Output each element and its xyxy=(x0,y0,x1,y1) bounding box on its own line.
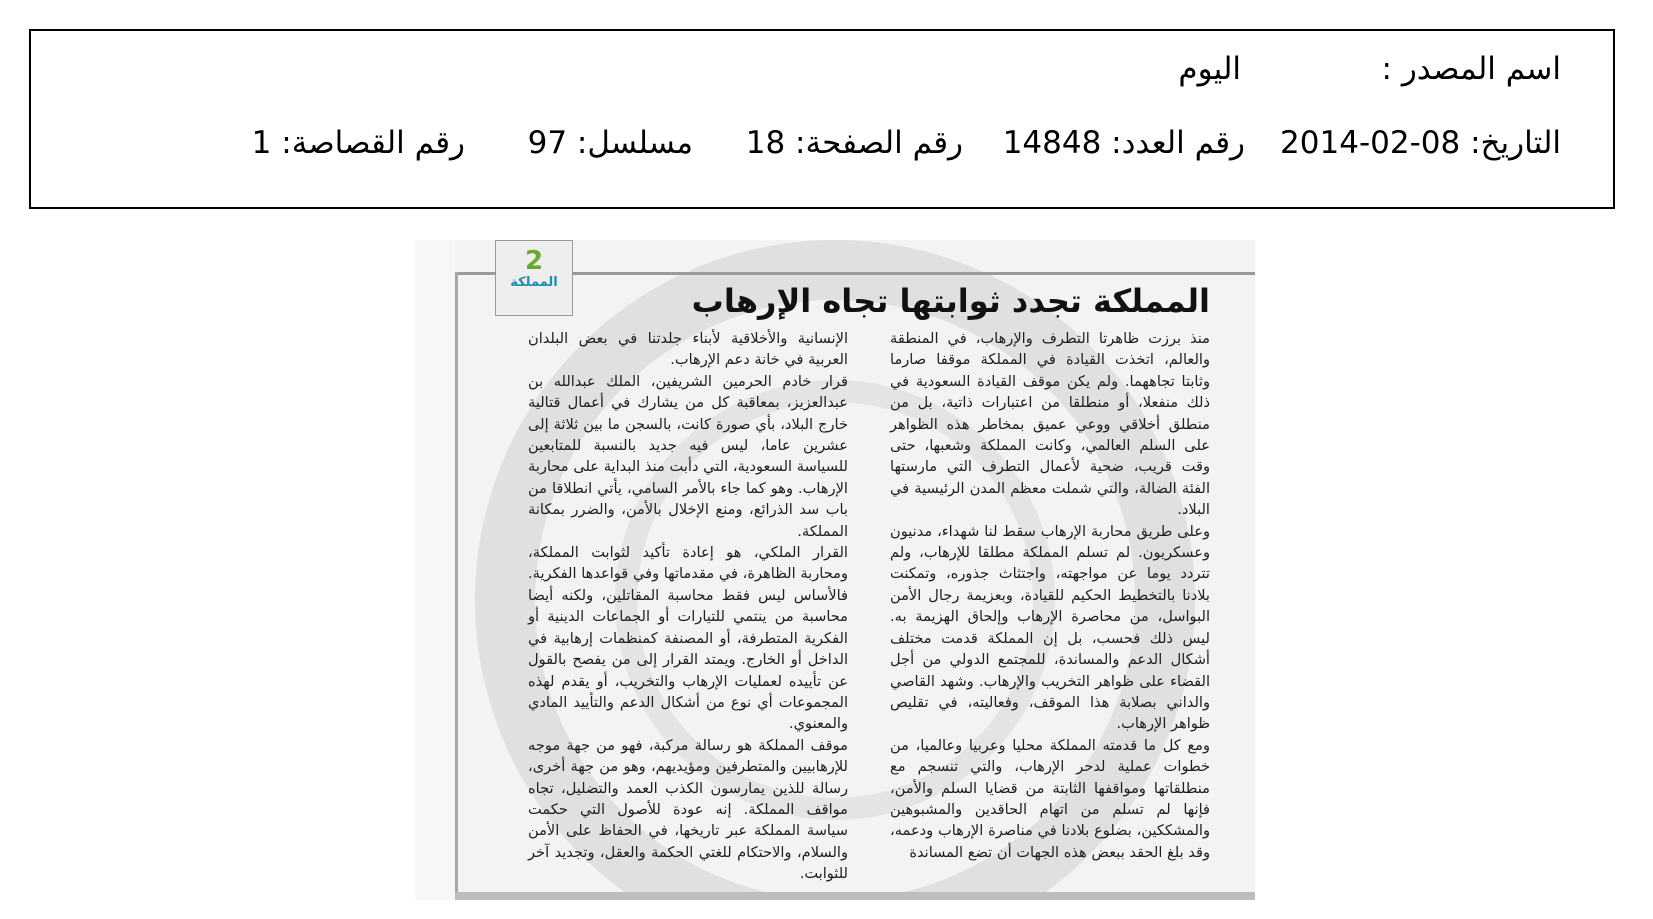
paragraph: منذ برزت ظاهرتا التطرف والإرهاب، في المنطقة والعالم، اتخذت القيادة في المملكة موقفا صارما وثابتا تجاههما. ولم يكن موقف القيادة السعودية في ذلك منفعلا، أو منطلقا من اعتبارات ذاتية، بل من منطلق أخلاقي ووعي عميق بمخاطر هذه الظواهر على السلم العالمي، وكانت المملكة وشعبها، حتى وقت قريب، ضحية لأعمال التطرف التي مارستها الفئة الضالة، والتي شملت معظم المدن الرئيسية في البلاد. xyxy=(890,330,1210,519)
serial-number: مسلسل: 97 xyxy=(527,125,693,161)
source-value: اليوم xyxy=(1178,51,1241,87)
details-row xyxy=(31,125,1613,169)
date-field: التاريخ: 08-02-2014 xyxy=(1280,125,1561,161)
paragraph: وعلى طريق محاربة الإرهاب سقط لنا شهداء، مدنيون وعسكريون. لم تسلم المملكة مطلقا للإرهاب، ولم تتردد يوما عن مواجهته، واجتثاث جذوره، وتمكنت بلادنا بالتخطيط الحكيم للقيادة، وبعزيمة رجال الأمن البواسل، من محاصرة الإرهاب وإلحاق الهزيمة به. ليس ذلك فحسب، بل إن المملكة قدمت مختلف أشكال الدعم والمساندة، للمجتمع الدولي من أجل القضاء على ظواهر التخريب والإرهاب. وشهد القاصي والداني بصلابة هذا الموقف، وفعاليته، في تقليص ظواهر الإرهاب. xyxy=(890,522,1210,733)
section-name: المملكة xyxy=(510,275,558,290)
paragraph: الإنسانية والأخلاقية لأبناء جلدتنا في بعض البلدان العربية في خانة دعم الإرهاب. xyxy=(528,330,848,369)
source-label: اسم المصدر : xyxy=(1381,51,1561,87)
left-rule xyxy=(455,272,458,892)
article-column-left xyxy=(528,328,848,885)
newspaper-clipping xyxy=(415,240,1255,900)
article-column-right xyxy=(890,328,1210,863)
paragraph: القرار الملكي، هو إعادة تأكيد لثوابت المملكة، ومحاربة الظاهرة، في مقدماتها وفي قواعدها الفكرية. فالأساس ليس فقط محاسبة المقاتلين، ولكنه أيضا محاسبة من ينتمي للتيارات أو الجماعات الدينية أو الفكرية المتطرفة، أو المصنفة كمنظمات إرهابية في الداخل أو الخارج. ويمتد القرار إلى من يفصح بالقول عن تأييده لعمليات الإرهاب والتخريب، أو يقدم لهذه المجموعات أي نوع من أشكال الدعم والتأييد المادي والمعنوي. xyxy=(528,544,848,733)
section-badge xyxy=(495,240,573,316)
clipping-info-box xyxy=(29,29,1615,209)
paragraph: ومع كل ما قدمته المملكة محليا وعربيا وعالميا، من خطوات عملية لدحر الإرهاب، والتي تنسجم مع منطلقاتها ومواقفها الثابتة من قضايا السلم والأمن، فإنها لم تسلم من اتهام الحاقدين والمشبوهين والمشككين، بضلوع بلادنا في مناصرة الإرهاب ودعمه، وقد بلغ الحقد ببعض هذه الجهات أن تضع المساندة xyxy=(890,736,1210,861)
issue-number: رقم العدد: 14848 xyxy=(1002,125,1245,161)
top-rule xyxy=(455,272,1255,275)
section-number: 2 xyxy=(524,246,544,276)
paragraph: موقف المملكة هو رسالة مركبة، فهو من جهة موجه للإرهابيين والمتطرفين ومؤيديهم، وهو من جهة أخرى، رسالة للذين يمارسون الكذب العمد والتضليل، تجاه مواقف المملكة. إنه عودة للأصول التي حكمت سياسة المملكة عبر تاريخها، في الحفاظ على الأمن والسلام، والاحتكام للغتي الحكمة والعقل، وتجديد آخر للثوابت. xyxy=(528,736,848,883)
article-headline: المملكة تجدد ثوابتها تجاه الإرهاب xyxy=(691,282,1210,320)
clip-number: رقم القصاصة: 1 xyxy=(251,125,465,161)
paragraph: قرار خادم الحرمين الشريفين، الملك عبدالله بن عبدالعزيز، بمعاقبة كل من يشارك في أعمال قتالية خارج البلاد، بأي صورة كانت، بالسجن ما بين ثلاثة إلى عشرين عاما، ليس فيه جديد بالنسبة للمتابعين للسياسة السعودية، التي دأبت منذ البداية على محاربة الإرهاب. وهو كما جاء بالأمر السامي، يأتي انطلاقا من باب سد الذرائع، ومنع الإخلال بالأمن، والضرر بمكانة المملكة. xyxy=(528,372,848,540)
bottom-rule xyxy=(455,892,1255,900)
source-row xyxy=(31,51,1613,95)
page-number: رقم الصفحة: 18 xyxy=(745,125,963,161)
